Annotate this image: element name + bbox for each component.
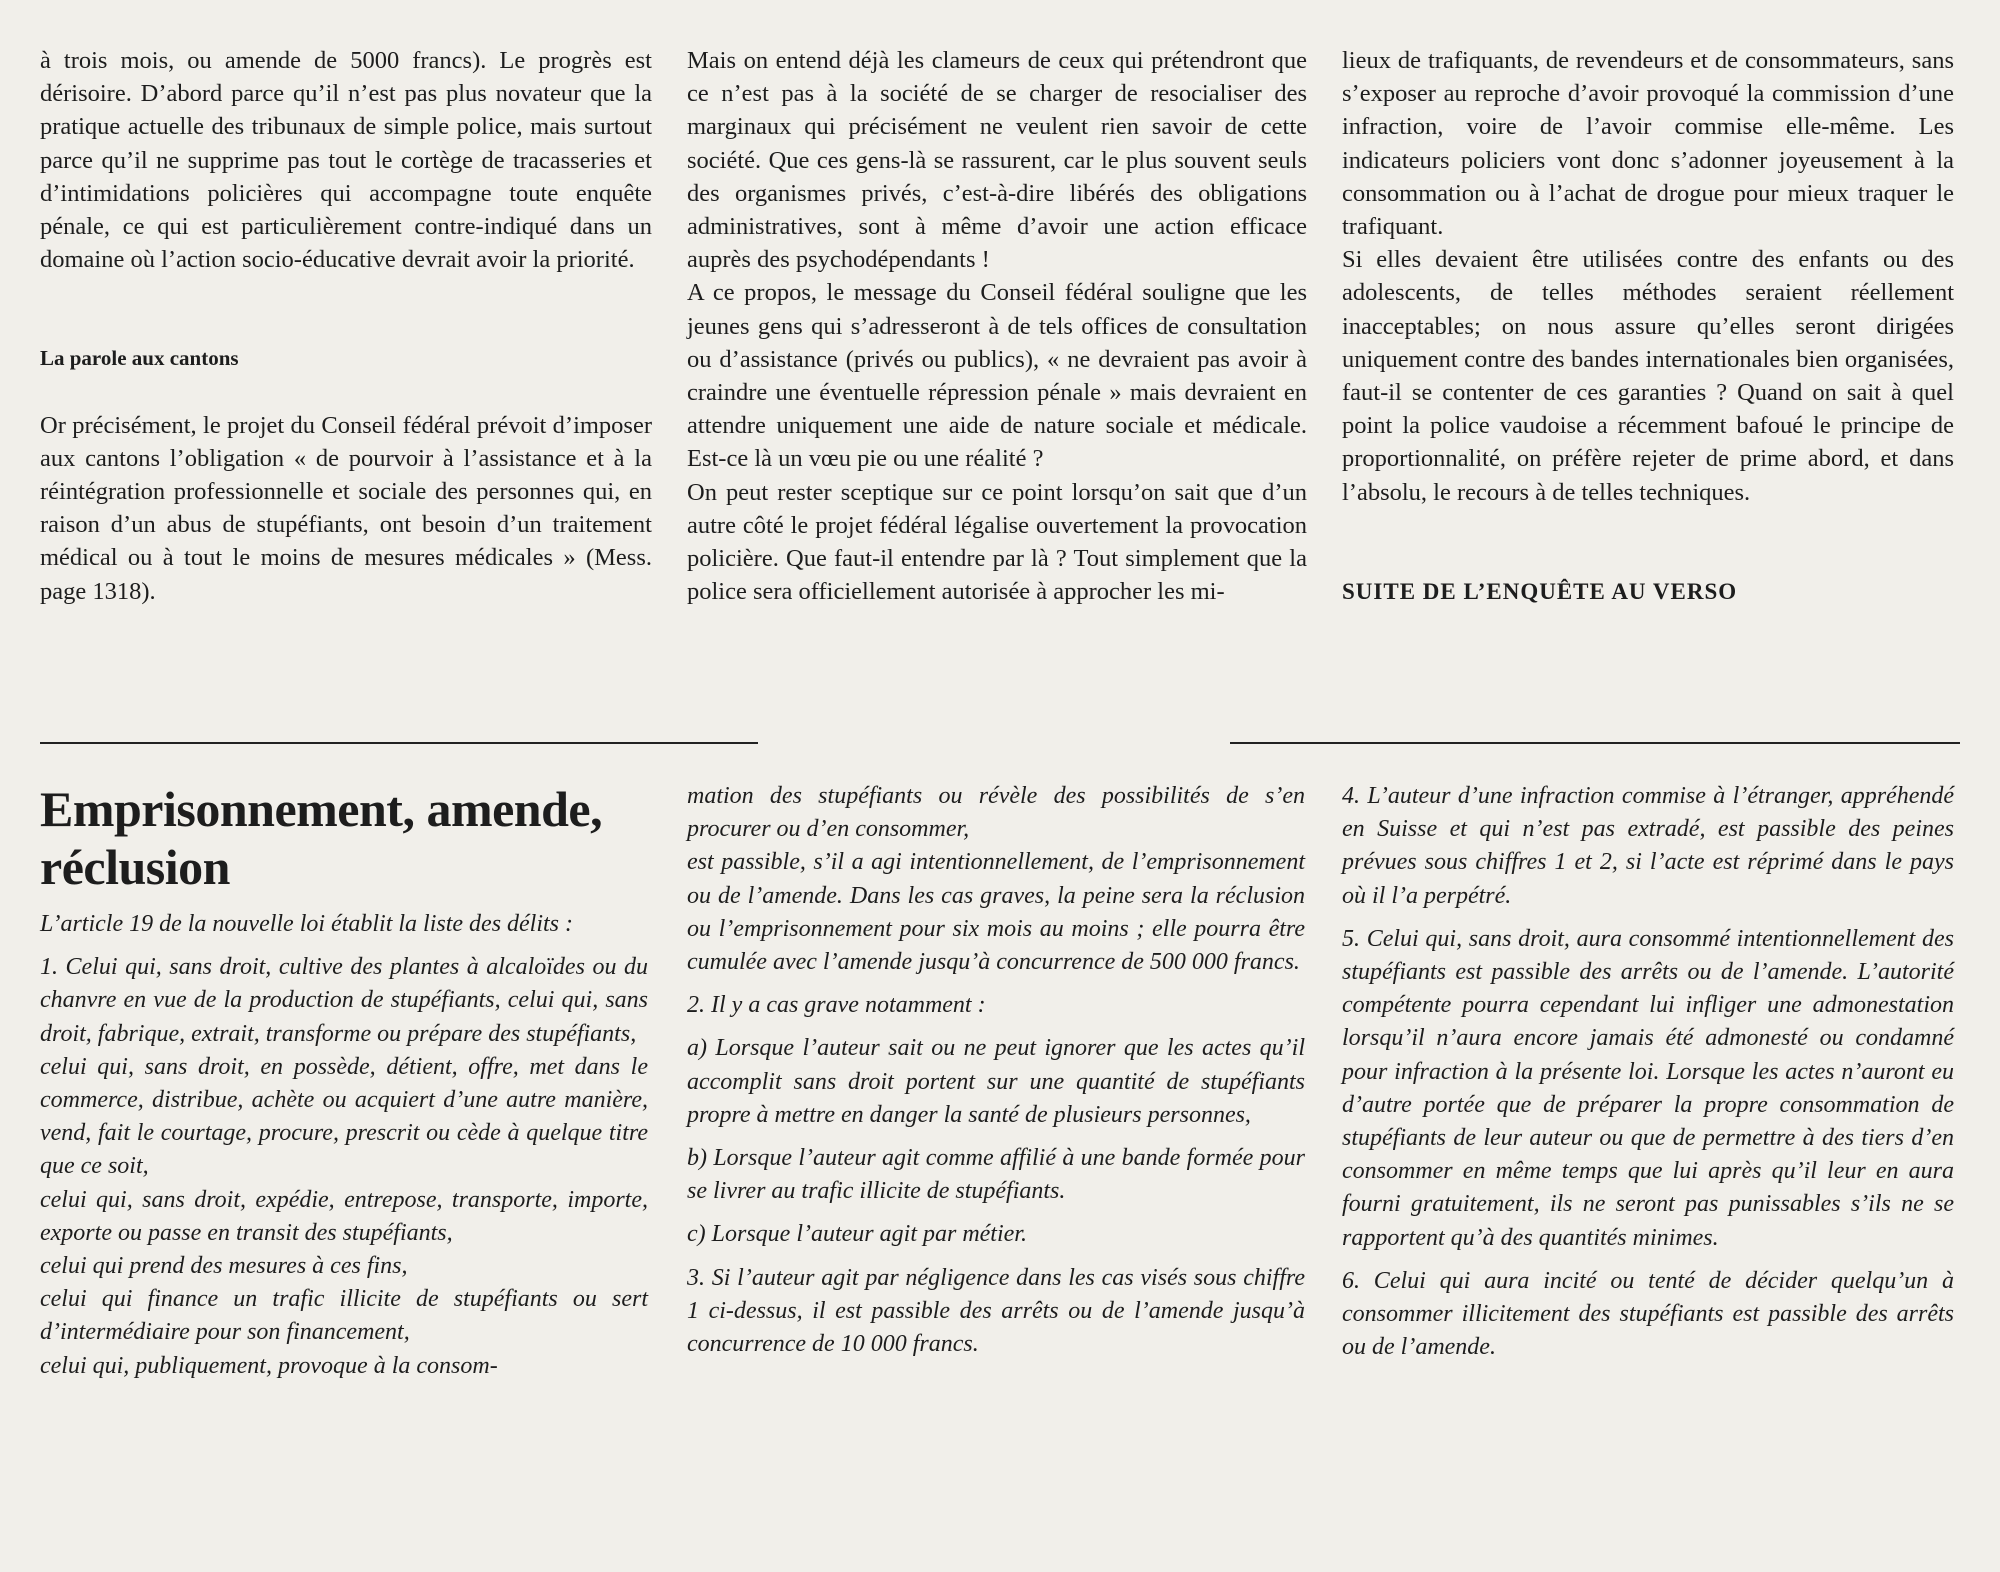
top-article-column-2	[687, 44, 1307, 608]
top-article-column-3	[1342, 44, 1954, 608]
paragraph: Or précisément, le projet du Conseil fédéral prévoit d’imposer aux cantons l’obligation « de pourvoir à l’assistance et à la réintégration professionnelle et sociale des personnes qui, en raison d’un abus de stupéfiants, ont besoin d’un traitement médical ou à tout le moins de mesures médicales » (Mess. page 1318).	[40, 411, 652, 605]
article-headline: Emprisonnement, amende, réclusion	[40, 781, 603, 895]
law-paragraph: celui qui, sans droit, en possède, détient, offre, met dans le commerce, distribue, achète ou acquiert d’une autre manière, vend, fait le courtage, procure, prescrit ou cède à quelque titre que ce soit,	[40, 1053, 648, 1180]
law-paragraph: celui qui, sans droit, expédie, entrepose, transporte, importe, exporte ou passe en transit des stupéfiants,	[40, 1186, 648, 1246]
law-paragraph: c) Lorsque l’auteur agit par métier.	[687, 1221, 1027, 1248]
law-paragraph: a) Lorsque l’auteur sait ou ne peut ignorer que les actes qu’il accomplit sans droit portent sur une quantité de stupéfiants propre à mettre en danger la santé de plusieurs personnes,	[687, 1035, 1305, 1128]
law-paragraph: b) Lorsque l’auteur agit comme affilié à une bande formée pour se livrer au trafic illicite de stupéfiants.	[687, 1145, 1305, 1205]
paragraph: A ce propos, le message du Conseil fédéral souligne que les jeunes gens qui s’adresseront à de tels offices de consultation ou d’assistance (privés ou publics), « ne devraient pas avoir à craindre une éventuelle répression pénale » mais devraient en attendre uniquement une aide de nature sociale et médicale. Est-ce là un vœu pie ou une réalité ?	[687, 279, 1307, 473]
paragraph: lieux de trafiquants, de revendeurs et de consommateurs, sans s’exposer au reproche d’avoir provoqué la commission d’une infraction, voire de l’avoir commise elle-même. Les indicateurs policiers vont donc s’adonner joyeusement à la consommation ou à l’achat de drogue pour mieux traquer le trafiquant.	[1342, 47, 1954, 241]
continued-notice: SUITE DE L’ENQUÊTE AU VERSO	[1342, 578, 1738, 604]
bottom-article-column-3	[1342, 780, 1954, 1364]
bottom-article-column-2	[687, 780, 1305, 1361]
law-paragraph: celui qui finance un trafic illicite de stupéfiants ou sert d’intermédiaire pour son financement,	[40, 1286, 648, 1346]
paragraph: à trois mois, ou amende de 5000 francs). Le progrès est dérisoire. D’abord parce qu’il n’est pas plus novateur que la pratique actuelle des tribunaux de simple police, mais surtout parce qu’il ne supprime pas tout le cortège de tracasseries et d’intimidations policières qui accompagne toute enquête pénale, ce qui est particulièrement contre-indiqué dans un domaine où l’action socio-éducative devrait avoir la priorité.	[40, 47, 652, 274]
section-subheading: La parole aux cantons	[40, 346, 239, 371]
law-paragraph: 5. Celui qui, sans droit, aura consommé intentionnellement des stupéfiants est passible des arrêts ou de l’amende. L’autorité compétente pourra cependant lui infliger une admonestation lorsqu’il n’aura encore jamais été admonesté ou condamné pour infraction à la présente loi. Lorsque les actes n’auront eu d’autre portée que de préparer la propre consommation de stupéfiants de leur auteur ou que de permettre à des tiers d’en consommer en même temps que lui après qu’il leur en aura fourni gratuitement, ils ne seront pas punissables s’ils ne se rapportent qu’à des quantités minimes.	[1342, 925, 1954, 1251]
law-paragraph: est passible, s’il a agi intentionnellement, de l’emprisonnement ou de l’amende. Dans les cas graves, la peine sera la réclusion ou l’emprisonnement pour six mois au moins ; elle pourra être cumulée avec l’amende jusqu’à concurrence de 500 000 francs.	[687, 849, 1305, 976]
law-paragraph: celui qui prend des mesures à ces fins,	[40, 1253, 408, 1280]
divider-rule-right	[1230, 742, 1960, 744]
paragraph: Mais on entend déjà les clameurs de ceux qui prétendront que ce n’est pas à la société de se charger de resocialiser des marginaux qui précisément ne veulent rien savoir de cette société. Que ces gens-là se rassurent, car le plus souvent seuls des organismes privés, c’est-à-dire libérés des obligations administratives, sont à même d’avoir une action efficace auprès des psychodépendants !	[687, 47, 1307, 274]
article-lead: L’article 19 de la nouvelle loi établit la liste des délits :	[40, 911, 574, 937]
law-paragraph: 1. Celui qui, sans droit, cultive des plantes à alcaloïdes ou du chanvre en vue de la production de stupéfiants, celui qui, sans droit, fabrique, extrait, transforme ou prépare des stupéfiants,	[40, 954, 648, 1047]
divider-rule-left	[40, 742, 758, 744]
bottom-article-column-1	[40, 780, 648, 1383]
law-paragraph: 2. Il y a cas grave notamment :	[687, 992, 986, 1019]
law-paragraph: mation des stupéfiants ou révèle des possibilités de s’en procurer ou d’en consommer,	[687, 783, 1305, 843]
law-paragraph: 3. Si l’auteur agit par négligence dans les cas visés sous chiffre 1 ci-dessus, il est passible des arrêts ou de l’amende jusqu’à concurrence de 10 000 francs.	[687, 1264, 1305, 1358]
paragraph: Si elles devaient être utilisées contre des enfants ou des adolescents, de telles méthodes seraient réellement inacceptables; on nous assure qu’elles seront dirigées uniquement contre des bandes internationales bien organisées, faut-il se contenter de ces garanties ? Quand on sait à quel point la police vaudoise a récemment bafoué le principe de proportionnalité, on préfère rejeter de prime abord, et dans l’absolu, le recours à de telles techniques.	[1342, 246, 1954, 506]
top-article-column-1	[40, 44, 652, 608]
law-paragraph: 4. L’auteur d’une infraction commise à l’étranger, appréhendé en Suisse et qui n’est pas extradé, est passible des peines prévues sous chiffres 1 et 2, si l’acte est réprimé dans le pays où il l’a perpétré.	[1342, 783, 1954, 909]
law-paragraph: 6. Celui qui aura incité ou tenté de décider quelqu’un à consommer illicitement des stupéfiants est passible des arrêts ou de l’amende.	[1342, 1267, 1954, 1361]
paragraph: On peut rester sceptique sur ce point lorsqu’on sait que d’un autre côté le projet fédéral légalise ouvertement la provocation policière. Que faut-il entendre par là ? Tout simplement que la police sera officiellement autorisée à approcher les mi-	[687, 478, 1307, 606]
law-paragraph: celui qui, publiquement, provoque à la consom-	[40, 1352, 498, 1379]
